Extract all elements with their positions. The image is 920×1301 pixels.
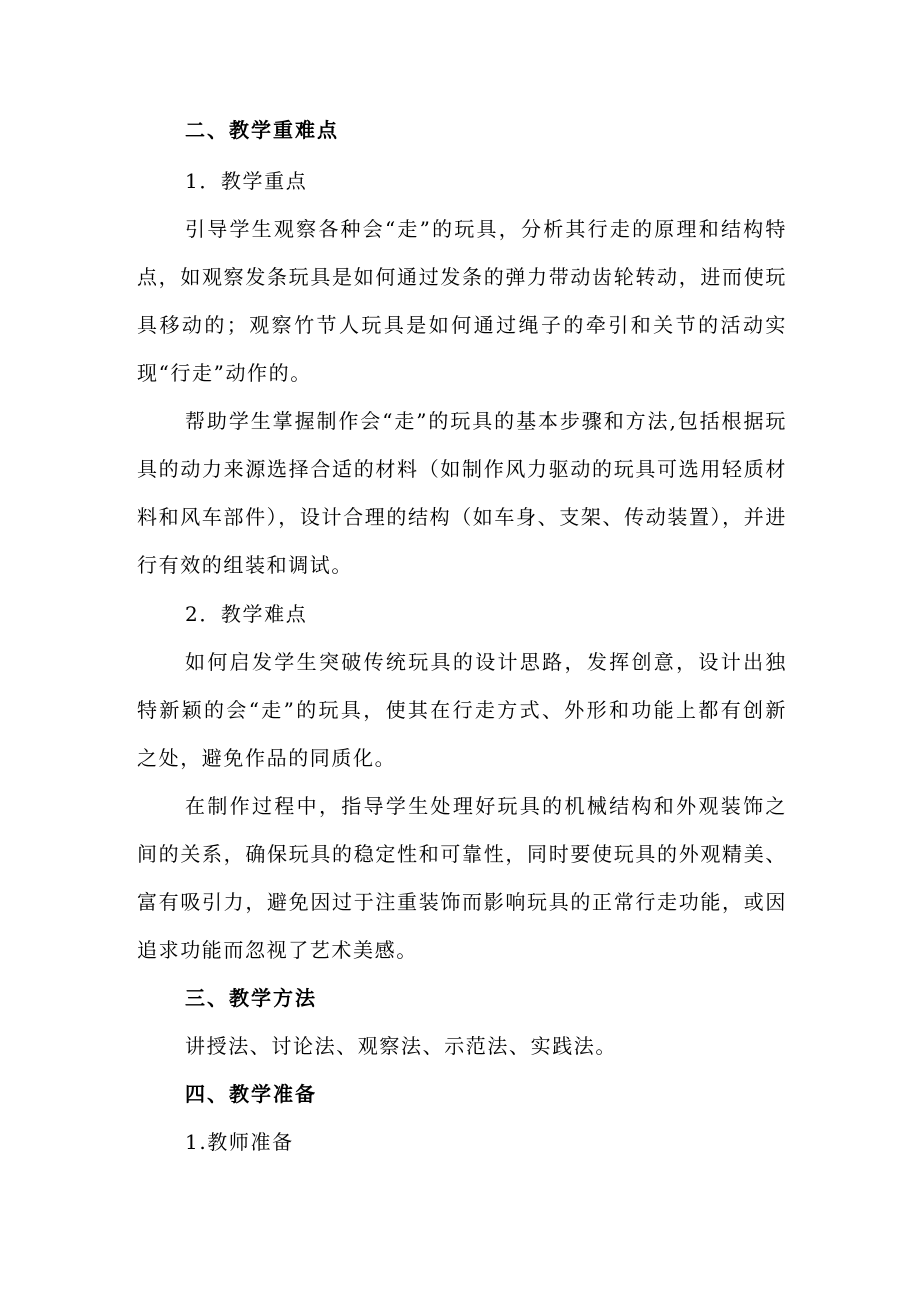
paragraph-observe-toys: 引导学生观察各种会“走”的玩具，分析其行走的原理和结构特点，如观察发条玩具是如何通过发条的弹力带动齿轮转动，进而使玩具移动的；观察竹节人玩具是如何通过绳子的牵引和关节的活动实现“行走”动作的。 <box>137 217 787 385</box>
subheading-teaching-focus: 1．教学重点 <box>185 169 308 193</box>
subheading-teaching-difficulty: 2．教学难点 <box>185 602 308 626</box>
section-heading-teaching-methods: 三、教学方法 <box>185 986 317 1010</box>
paragraph-making-steps: 帮助学生掌握制作会“走”的玩具的基本步骤和方法,包括根据玩具的动力来源选择合适的材料（如制作风力驱动的玩具可选用轻质材料和风车部件），设计合理的结构（如车身、支架、传动装置），并进行有效的组装和调试。 <box>137 409 787 577</box>
paragraph-methods-list: 讲授法、讨论法、观察法、示范法、实践法。 <box>185 1034 617 1058</box>
section-heading-key-difficult-points: 二、教学重难点 <box>185 118 339 142</box>
paragraph-creativity: 如何启发学生突破传统玩具的设计思路，发挥创意，设计出独特新颖的会“走”的玩具，使其在行走方式、外形和功能上都有创新之处，避免作品的同质化。 <box>137 650 787 770</box>
section-heading-teaching-preparation: 四、教学准备 <box>185 1082 317 1106</box>
subheading-teacher-preparation: 1.教师准备 <box>185 1130 294 1154</box>
paragraph-structure-decoration: 在制作过程中，指导学生处理好玩具的机械结构和外观装饰之间的关系，确保玩具的稳定性和可靠性，同时要使玩具的外观精美、富有吸引力，避免因过于注重装饰而影响玩具的正常行走功能，或因追求功能而忽视了艺术美感。 <box>137 794 787 962</box>
